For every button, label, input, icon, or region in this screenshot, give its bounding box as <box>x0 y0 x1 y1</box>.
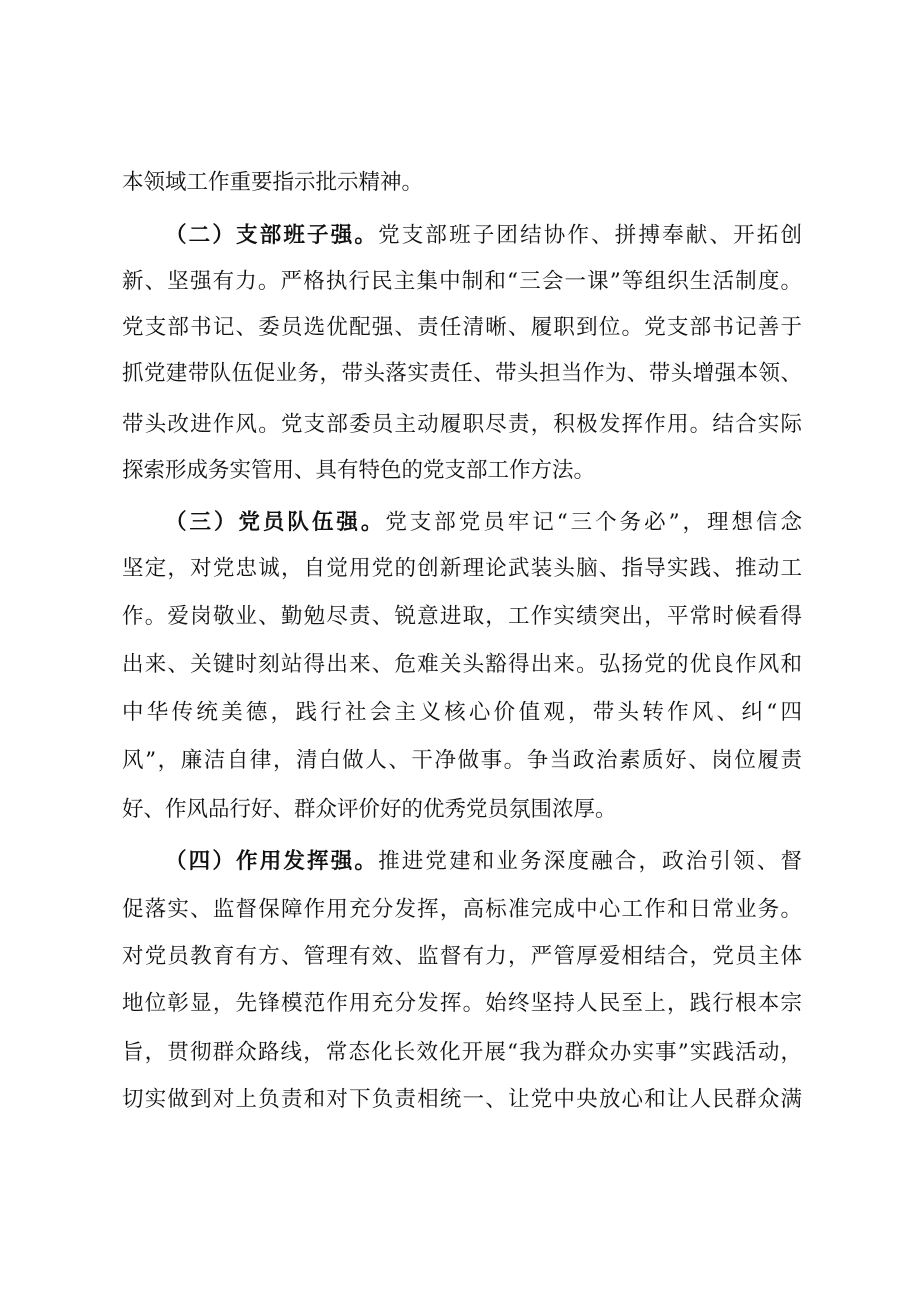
body-line-1 <box>122 168 802 198</box>
body-line-13 <box>122 746 802 776</box>
body-line-14 <box>122 795 802 825</box>
line-text: 对党员教育有方、管理有效、监督有力，严管厚爱相结合，党员主体 <box>122 944 802 969</box>
line-text: 坚定，对党忠诚，自觉用党的创新理论武装头脑、指导实践、推动工 <box>122 556 802 581</box>
body-line-9 <box>122 554 802 584</box>
body-line-6 <box>122 410 802 440</box>
body-line-12 <box>122 698 802 728</box>
section-2-heading: （二）支部班子强。 <box>165 223 379 248</box>
line-text: 本领域工作重要指示批示精神。 <box>122 170 424 195</box>
line-text: 作。爱岗敬业、勤勉尽责、锐意进取，工作实绩突出，平常时候看得 <box>122 604 802 629</box>
section-4-first-line <box>165 847 802 877</box>
line-text: 旨，贯彻群众路线，常态化长效化开展“我为群众办实事”实践活动， <box>122 1040 802 1065</box>
body-line-17 <box>122 942 802 972</box>
line-text: 抓党建带队伍促业务，带头落实责任、带头担当作为、带头增强本领、 <box>122 361 802 386</box>
line-text: 党支部书记、委员选优配强、责任清晰、履职到位。党支部书记善于 <box>122 315 802 340</box>
line-text: 促落实、监督保障作用充分发挥，高标准完成中心工作和日常业务。 <box>122 897 802 922</box>
section-3-heading: （三）党员队伍强。 <box>165 510 386 535</box>
section-4-heading: （四）作用发挥强。 <box>165 849 379 874</box>
body-line-19 <box>122 1038 802 1068</box>
body-line-5 <box>122 359 802 389</box>
body-line-10 <box>122 602 802 632</box>
section-2-first-line <box>165 221 802 251</box>
line-text: 推进党建和业务深度融合，政治引领、督 <box>378 849 802 874</box>
line-text: 地位彰显，先锋模范作用充分发挥。始终坚持人民至上，践行根本宗 <box>122 991 802 1016</box>
body-line-4 <box>122 313 802 343</box>
body-line-16 <box>122 895 802 925</box>
body-line-7 <box>122 456 802 486</box>
section-3-first-line <box>165 508 802 538</box>
line-text: 带头改进作风。党支部委员主动履职尽责，积极发挥作用。结合实际 <box>122 412 802 437</box>
line-text: 切实做到对上负责和对下负责相统一、让党中央放心和让人民群众满 <box>122 1087 802 1112</box>
line-text: 党支部班子团结协作、拼搏奉献、开拓创 <box>378 223 802 248</box>
body-line-11 <box>122 650 802 680</box>
line-text: 风”，廉洁自律，清白做人、干净做事。争当政治素质好、岗位履责 <box>122 748 802 773</box>
body-line-20 <box>122 1085 802 1115</box>
line-text: 中华传统美德，践行社会主义核心价值观，带头转作风、纠“四 <box>122 700 802 725</box>
body-line-18 <box>122 989 802 1019</box>
line-text: 好、作风品行好、群众评价好的优秀党员氛围浓厚。 <box>122 797 617 822</box>
body-line-3 <box>122 267 802 297</box>
line-text: 党支部党员牢记“三个务必”，理想信念 <box>385 510 802 535</box>
line-text: 探索形成务实管用、具有特色的党支部工作方法。 <box>122 458 596 483</box>
line-text: 新、坚强有力。严格执行民主集中制和“三会一课”等组织生活制度。 <box>122 269 802 294</box>
line-text: 出来、关键时刻站得出来、危难关头豁得出来。弘扬党的优良作风和 <box>122 652 802 677</box>
